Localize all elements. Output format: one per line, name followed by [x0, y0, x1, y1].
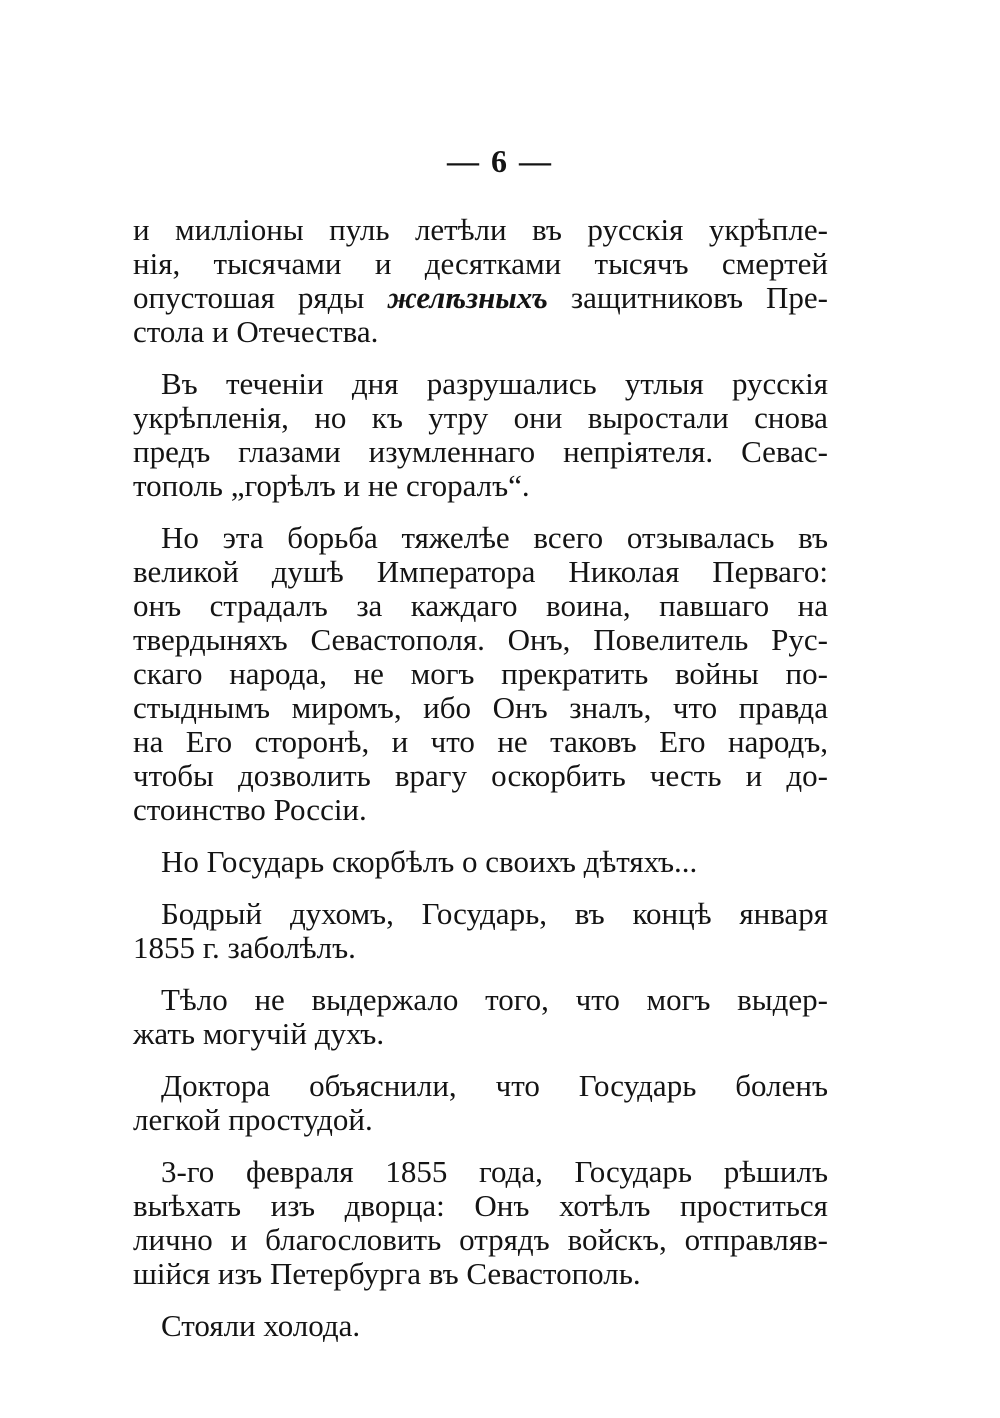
word: утлыя — [624, 366, 704, 401]
word: стоинство — [133, 792, 274, 827]
word: чтобы — [133, 758, 214, 793]
word: Онъ, — [507, 622, 571, 657]
text-line — [133, 897, 828, 931]
word: объяснили, — [309, 1068, 457, 1103]
word: Его — [185, 724, 233, 759]
word: Но — [161, 844, 207, 879]
text-line — [133, 589, 828, 623]
word: „горѣлъ — [230, 468, 344, 503]
word: не — [367, 468, 406, 503]
text-line — [133, 367, 828, 401]
word: Его — [659, 724, 706, 759]
word: холода. — [263, 1308, 361, 1343]
text-line — [133, 1223, 828, 1257]
word: ибо — [423, 690, 472, 725]
word: страдалъ — [209, 588, 328, 623]
text-line — [133, 983, 828, 1017]
word: выѣхать — [133, 1188, 242, 1223]
text-line — [133, 521, 828, 555]
text-line — [133, 657, 828, 691]
word: Государь, — [421, 896, 547, 931]
word: и — [374, 246, 392, 281]
word: изъ — [270, 1188, 315, 1223]
word: милліоны — [175, 212, 304, 247]
word: отзывалась — [626, 520, 775, 555]
word: Бодрый — [161, 896, 263, 931]
paragraph-gap — [133, 965, 828, 983]
word: Севас- — [741, 434, 828, 469]
word: и — [745, 758, 763, 793]
word: что — [672, 690, 718, 725]
word: не — [497, 724, 528, 759]
text-line — [133, 623, 828, 657]
word: смертей — [721, 246, 828, 281]
word: глазами — [238, 434, 341, 469]
paragraph-gap — [133, 349, 828, 367]
paragraph-gap — [133, 827, 828, 845]
word: легкой — [133, 1102, 229, 1137]
text-line — [133, 247, 828, 281]
word: великой — [133, 554, 239, 589]
paragraph-gap — [133, 1291, 828, 1309]
paragraph — [133, 983, 828, 1051]
word: Стояли — [161, 1308, 264, 1343]
word: тяжелѣе — [401, 520, 510, 555]
word: рѣшилъ — [723, 1154, 828, 1189]
word: народъ, — [727, 724, 828, 759]
word: укрѣпленія, — [133, 400, 289, 435]
word: и — [211, 314, 237, 349]
word: и — [133, 212, 150, 247]
word: духъ. — [314, 1016, 385, 1051]
paragraph — [133, 897, 828, 965]
word: Онъ — [474, 1188, 530, 1223]
word: что — [430, 724, 475, 759]
word: тысячами — [213, 246, 342, 281]
word: защитниковъ — [570, 280, 743, 315]
text-line — [133, 1155, 828, 1189]
word: зналъ, — [569, 690, 652, 725]
text-line — [133, 401, 828, 435]
text-line — [133, 1189, 828, 1223]
word: войны — [674, 656, 759, 691]
word: отправляв- — [684, 1222, 828, 1257]
text-line — [133, 315, 828, 349]
body-text — [133, 213, 828, 1343]
word: Севастополь. — [466, 1256, 641, 1291]
paragraph-gap — [133, 879, 828, 897]
word: они — [513, 400, 563, 435]
word: правда — [738, 690, 828, 725]
word: дозволить — [237, 758, 371, 793]
word: Пре- — [766, 280, 828, 315]
word: Въ — [161, 366, 198, 401]
word: желѣзныхъ — [387, 280, 548, 315]
text-line — [133, 725, 828, 759]
word: Но — [161, 520, 199, 555]
word: ряды — [297, 280, 365, 315]
word: прекратить — [501, 656, 649, 691]
word: выростали — [587, 400, 729, 435]
word: шійся — [133, 1256, 218, 1291]
word: скаго — [133, 656, 203, 691]
word: къ — [371, 400, 403, 435]
paragraph-gap — [133, 503, 828, 521]
word: могъ — [646, 982, 711, 1017]
word: года, — [479, 1154, 543, 1189]
word: Отечества. — [236, 314, 379, 349]
word: и — [391, 724, 409, 759]
word: нія, — [133, 246, 181, 281]
word: на — [133, 724, 164, 759]
word: могучій — [202, 1016, 315, 1051]
word: Тѣло — [161, 982, 228, 1017]
text-line — [133, 281, 828, 315]
word: Государь — [578, 1068, 697, 1103]
word: тысячъ — [594, 246, 689, 281]
word: проститься — [679, 1188, 828, 1223]
text-line — [133, 435, 828, 469]
word: г. — [202, 930, 228, 965]
paragraph — [133, 1069, 828, 1137]
word: воина, — [546, 588, 631, 623]
word: 3-го — [161, 1154, 215, 1189]
word: но — [314, 400, 347, 435]
paragraph-gap — [133, 1051, 828, 1069]
paragraph — [133, 1155, 828, 1291]
word: каждаго — [410, 588, 518, 623]
word: заболѣлъ. — [227, 930, 356, 965]
word: врагу — [394, 758, 468, 793]
word: въ — [574, 896, 605, 931]
text-line — [133, 213, 828, 247]
word: жать — [133, 1016, 203, 1051]
text-line — [133, 1103, 828, 1137]
word: миромъ, — [291, 690, 402, 725]
word: и — [230, 1222, 248, 1257]
word: 1855 — [385, 1154, 448, 1189]
text-line — [133, 1309, 828, 1343]
text-line — [133, 793, 828, 827]
paragraph — [133, 213, 828, 349]
word: Повелитель — [593, 622, 749, 657]
word: выдер- — [737, 982, 828, 1017]
word: изумленнаго — [368, 434, 536, 469]
text-line — [133, 759, 828, 793]
word: января — [739, 896, 828, 931]
word: не — [254, 982, 285, 1017]
text-line — [133, 1257, 828, 1291]
word: того, — [485, 982, 549, 1017]
word: въ — [532, 212, 562, 247]
paragraph — [133, 1309, 828, 1343]
word: отрядъ — [459, 1222, 550, 1257]
word: Онъ — [492, 690, 548, 725]
word: Перваго: — [712, 554, 828, 589]
word: пуль — [329, 212, 390, 247]
text-line — [133, 691, 828, 725]
word: Императора — [376, 554, 536, 589]
word: въ — [428, 1256, 467, 1291]
word: непріятеля. — [563, 434, 714, 469]
word: о — [462, 844, 486, 879]
word: предъ — [133, 434, 211, 469]
word: снова — [754, 400, 828, 435]
word: 1855 — [133, 930, 203, 965]
word: за — [356, 588, 383, 623]
word: февраля — [245, 1154, 354, 1189]
word: тополь — [133, 468, 231, 503]
word: что — [575, 982, 620, 1017]
word: лично — [133, 1222, 213, 1257]
word: стыднымъ — [133, 690, 270, 725]
word: борьба — [287, 520, 378, 555]
word: русскія — [587, 212, 684, 247]
word: что — [495, 1068, 540, 1103]
word: изъ — [217, 1256, 270, 1291]
word: укрѣпле- — [708, 212, 828, 247]
word: въ — [798, 520, 828, 555]
word: скорбѣлъ — [331, 844, 463, 879]
word: оскорбить — [491, 758, 626, 793]
word: всего — [533, 520, 604, 555]
word: могъ — [410, 656, 475, 691]
text-line — [133, 931, 828, 965]
text-line — [133, 1069, 828, 1103]
word: сторонѣ, — [254, 724, 370, 759]
word: летѣли — [414, 212, 507, 247]
word: стола — [133, 314, 212, 349]
paragraph — [133, 367, 828, 503]
word: Петербурга — [269, 1256, 429, 1291]
word: войскъ, — [567, 1222, 667, 1257]
word: духомъ, — [289, 896, 394, 931]
word: Рус- — [771, 622, 828, 657]
word: душѣ — [271, 554, 344, 589]
word: твердыняхъ — [133, 622, 288, 657]
word: Николая — [568, 554, 680, 589]
word: боленъ — [735, 1068, 828, 1103]
word: Государь — [206, 844, 332, 879]
word: на — [797, 588, 828, 623]
word: по- — [785, 656, 828, 691]
paragraph — [133, 521, 828, 827]
text-line — [133, 845, 828, 879]
word: Государь — [574, 1154, 693, 1189]
word: дѣтяхъ... — [583, 844, 698, 879]
word: десятками — [424, 246, 562, 281]
word: благословить — [265, 1222, 442, 1257]
word: своихъ — [485, 844, 584, 879]
text-line — [133, 469, 828, 503]
paragraph — [133, 845, 828, 879]
word: павшаго — [659, 588, 770, 623]
word: Севастополя. — [310, 622, 485, 657]
word: не — [353, 656, 384, 691]
word: разрушались — [426, 366, 597, 401]
word: утру — [428, 400, 489, 435]
word: дня — [351, 366, 399, 401]
text-line — [133, 555, 828, 589]
word: и — [343, 468, 368, 503]
word: дворца: — [344, 1188, 445, 1223]
word: простудой. — [228, 1102, 373, 1137]
word: сгоралъ“. — [405, 468, 530, 503]
word: честь — [649, 758, 722, 793]
word: хотѣлъ — [559, 1188, 651, 1223]
word: теченіи — [225, 366, 324, 401]
word: онъ — [133, 588, 182, 623]
text-line — [133, 1017, 828, 1051]
paragraph-gap — [133, 1137, 828, 1155]
word: Доктора — [161, 1068, 271, 1103]
word: опустошая — [133, 280, 275, 315]
word: до- — [786, 758, 828, 793]
word: концѣ — [632, 896, 712, 931]
page-number: — 6 — — [447, 143, 553, 179]
word: народа, — [229, 656, 327, 691]
word: эта — [222, 520, 264, 555]
word: русскія — [731, 366, 828, 401]
word: выдержало — [311, 982, 459, 1017]
word: Россіи. — [273, 792, 367, 827]
word: таковъ — [550, 724, 637, 759]
